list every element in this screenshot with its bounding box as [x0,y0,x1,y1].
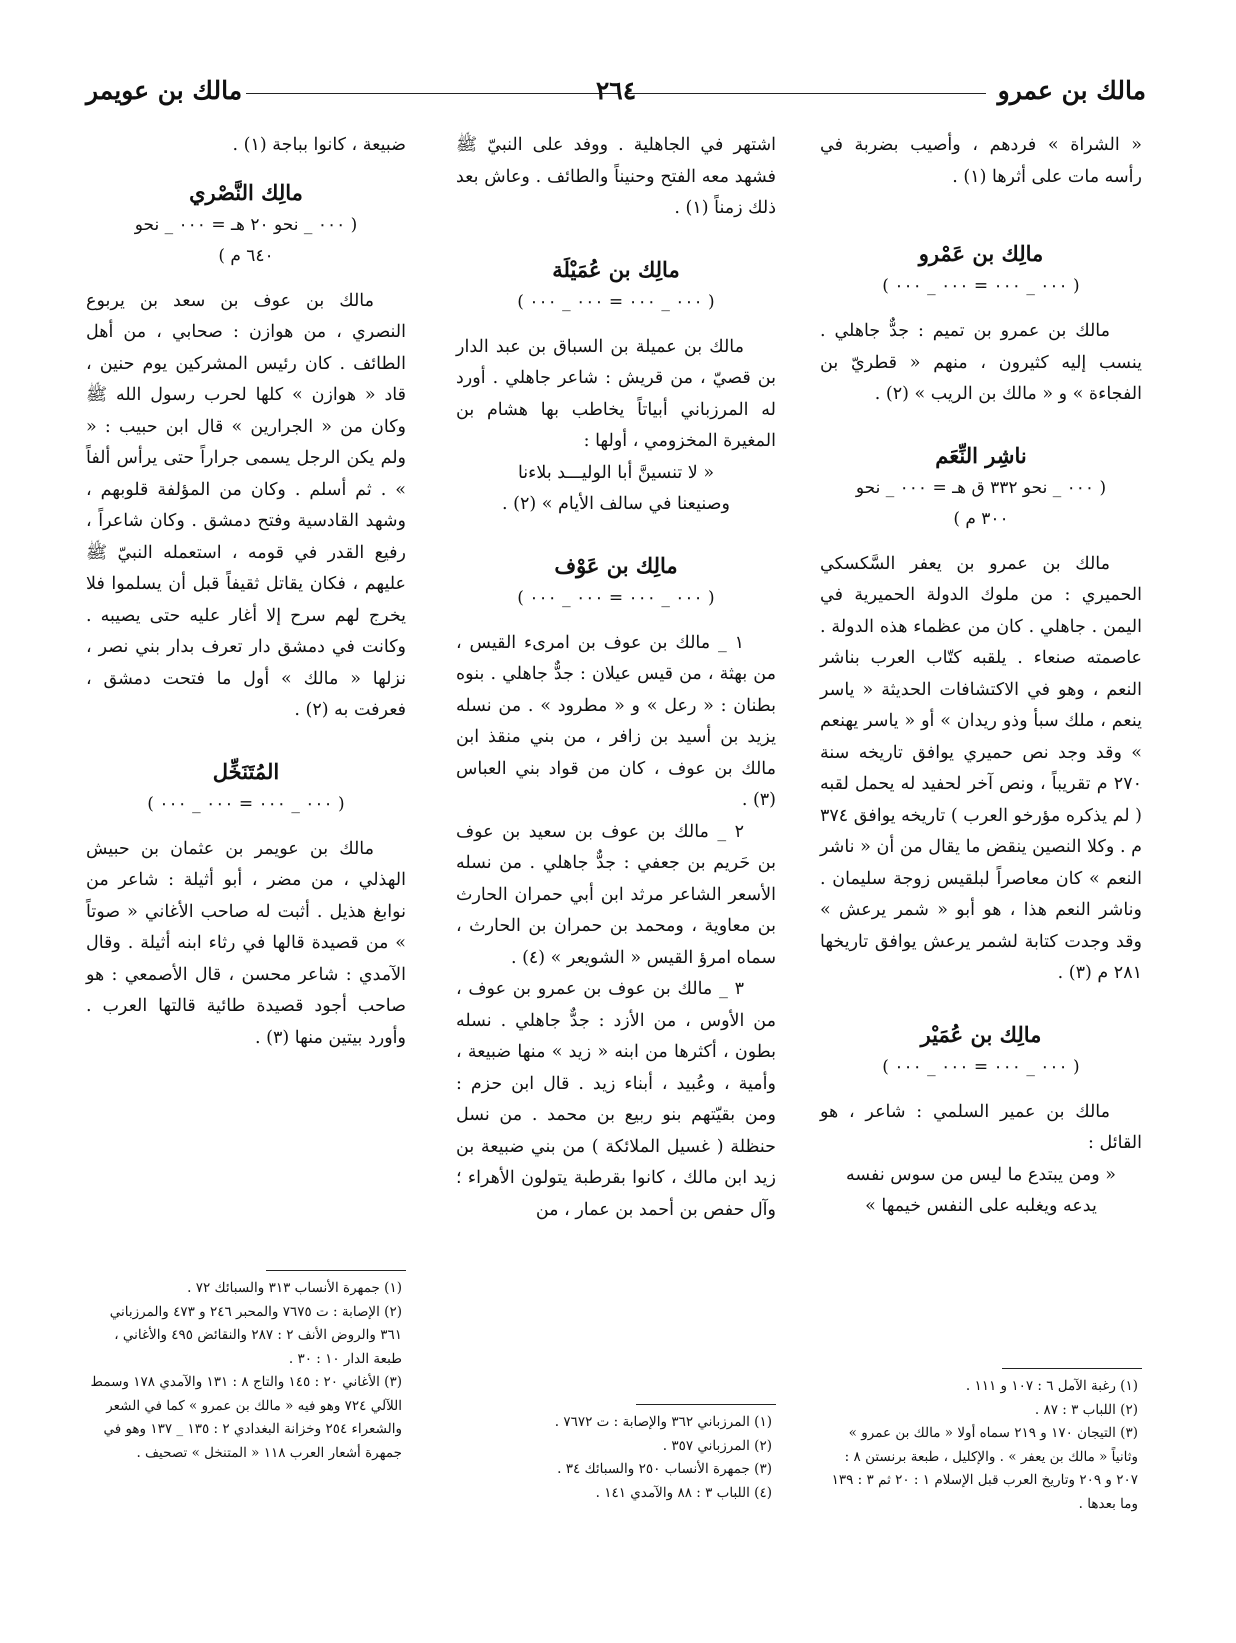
verse-line: « لا تنسينَّ أبا الوليـــد بلاءنا [517,462,715,483]
entry-dates: ( ٠٠٠ _ ٠٠٠ = ٠٠٠ _ ٠٠٠ ) [882,1056,1080,1077]
carryover-text: ضبيعة ، كانوا بباجة (١) . [232,135,406,155]
numbered-item: ٣ _ مالك بن عوف بن عمرو بن عوف ، من الأوس ، من الأزد : جدٌّ جاهلي . نسله بطون ، أكثرها من ابنه « زيد » منها ضبيعة ، وأمية ، وعُبيد ، أبناء زيد . قال ابن حزم : ومن بقيّتهم بنو ربيع بن محمد . من نسل حنظلة ( غسيل الملائكة ) من بني ضبيعة بن زيد ابن مالك ، كانوا بقرطبة يتولون الأهراء ؛ وآل حفص بن أحمد بن عمار ، من [456,979,776,1220]
entry-body: مالك بن عوف بن سعد بن يربوع النصري ، من هوازن : صحابي ، من أهل الطائف . كان رئيس المشركين يوم حنين ، قاد « هوازن » كلها لحرب رسول الله ﷺ وكان من « الجرارين » قال ابن حبيب : « ولم يكن الرجل يسمى جراراً حتى يرأس ألفاً » . ثم أسلم . وكان من المؤلفة قلوبهم ، وشهد القادسية وفتح دمشق . وكان شاعراً ، رفيع القدر في قومه ، استعمله النبيّ ﷺ عليهم ، فكان يقاتل ثقيفاً قبل أن يسلموا فلا يخرج لهم سرح إلا أغار عليه حتى يصيبه . وكانت في دمشق دار تعرف بدار بني نصر ، نزلها « مالك » أول ما فتحت دمشق ، فعرفت به (٢) . [86,290,406,720]
entry-title: مالِك بن عَمْرو [918,241,1044,266]
verse-line: « ومن يبتدع ما ليس من سوس نفسه [846,1164,1116,1185]
running-head-left-title: مالك بن عويمر [86,76,243,105]
entry-body: مالك بن عمرو بن تميم : جدٌّ جاهلي . ينسب إليه كثيرون ، منهم « قطريّ بن الفجاءة » و « مالك بن الريب » (٢) . [820,321,1142,404]
entry-dates: ( ٠٠٠ _ نحو ٢٠ هـ = ٠٠٠ _ نحو [134,214,358,235]
page-number: ٢٦٤ [595,76,637,105]
numbered-item: ١ _ مالك بن عوف بن امرىء القيس ، من بهثة ، من قيس عيلان : جدٌّ جاهلي . بنوه بطنان : « رعل » و « مطرود » . من نسله يزيد بن أسيد بن زافر ، من بني منقذ ابن مالك بن عوف ، كان من قواد بني العباس (٣) . [456,632,776,810]
entry-body: مالك بن عمرو بن يعفر السَّكسكي الحميري : من ملوك الدولة الحميرية في اليمن . جاهلي . كان من عظماء هذه الدولة . عاصمته صنعاء . يلقبه كتّاب العرب بناشر النعم ، وهو في الاكتشافات الحديثة « ياسر ينعم ، ملك سبأ وذو ريدان » أو « ياسر يهنعم » وقد وجد نص حميري يوافق تاريخه سنة ٢٧٠ م تقريباً ، ونص آخر لحفيد له يحمل لقبه ( لم يذكره مؤرخو العرب ) تاريخه يوافق ٣٧٤ م . وكلا النصين ينقض ما يقال من أن « ناشر النعم » كان معاصراً لبلقيس زوجة سليمان . وناشر النعم هذا ، هو أبو « شمر يرعش » وقد وجدت كتابة لشمر يرعش يوافق تاريخها ٢٨١ م (٣) . [820,553,1142,983]
entry-dates: ( ٠٠٠ _ نحو ٣٣٢ ق هـ = ٠٠٠ _ نحو [855,477,1107,498]
footnote: (٣) الأغاني ٢٠ : ١٤٥ والتاج ٨ : ١٣١ والآمدي ١٧٨ وسمط اللآلي ٧٢٤ وهو فيه « مالك بن عمرو » كما في الشعر والشعراء ٢٥٤ وخزانة البغدادي ٢ : ١٣٥ _ ١٣٧ وهو في جمهرة أشعار العرب ١١٨ « المتنخل » تصحيف . [90,1374,402,1461]
footnote: (١) جمهرة الأنساب ٣١٣ والسبائك ٧٢ . [187,1280,402,1296]
entry-title: مالِك بن عُمَيْلَة [552,256,680,282]
entry-dates: ( ٠٠٠ _ ٠٠٠ = ٠٠٠ _ ٠٠٠ ) [517,587,715,608]
footnotes-middle [456,1404,776,1505]
running-head-right-title: مالك بن عمرو [997,76,1146,105]
entry-body: مالك بن عميلة بن السباق بن عبد الدار بن قصيّ ، من قريش : شاعر جاهلي . أورد له المرزباني أبياتاً يخاطب بها هشام بن المغيرة المخزومي ، أولها : [456,336,776,451]
entry-title: مالِك بن عُمَيْر [920,1021,1042,1047]
footnotes-left [86,1270,406,1465]
footnote: (٢) المرزباني ٣٥٧ . [662,1437,772,1454]
entry-dates: ( ٠٠٠ _ ٠٠٠ = ٠٠٠ _ ٠٠٠ ) [147,793,345,814]
header-rule-right [626,93,986,94]
entry-dates-cont: ٣٠٠ م ) [953,508,1009,529]
carryover-text: اشتهر في الجاهلية . ووفد على النبيّ ﷺ فشهد معه الفتح وحنيناً والطائف . وعاش بعد ذلك زمناً (١) . [456,135,776,218]
footnote: (٣) التيجان ١٧٠ و ٢١٩ سماه أولا « مالك بن عمرو » وثانياً « مالك بن يعفر » . والإكليل ، طبعة برنستن ٨ : ٢٠٧ و ٢٠٩ وتاريخ العرب قبل الإسلام ١ : ٢٠ ثم ٣ : ١٣٩ وما بعدها . [831,1425,1138,1512]
footnote: (١) المرزباني ٣٦٢ والإصابة : ت ٧٦٧٢ . [554,1414,772,1430]
entry-dates: ( ٠٠٠ _ ٠٠٠ = ٠٠٠ _ ٠٠٠ ) [517,291,715,312]
entry-body: مالك بن عمير السلمي : شاعر ، هو القائل : [820,1101,1142,1153]
verse-line: وصنيعنا في سالف الأيام » (٢) . [502,494,730,514]
footnote: (٢) اللباب ٣ : ٨٧ . [1034,1401,1138,1418]
entry-title: مالِك بن عَوْف [554,552,678,578]
column-middle [456,130,776,1603]
entry-body: مالك بن عويمر بن عثمان بن حبيش الهذلي ، من مضر ، أبو أثيلة : شاعر من نوابغ هذيل . أثبت له صاحب الأغاني « صوتاً » من قصيدة قالها في رثاء ابنه أثيلة . وقال الآمدي : شاعر محسن ، قال الأصمعي : هو صاحب أجود قصيدة طائية قالتها العرب . وأورد بيتين منها (٣) . [86,838,406,1048]
footnote-rule [636,1404,776,1405]
footnotes-right [820,1368,1142,1516]
numbered-item: ٢ _ مالك بن عوف بن سعيد بن عوف بن حَريم بن جعفي : جدٌّ جاهلي . من نسله الأسعر الشاعر مرثد ابن أبي حمران الحارث بن معاوية ، ومحمد بن حمران بن الحارث ، سماه امرؤ القيس « الشويعر » (٤) . [456,821,776,968]
entry-title: المُتَنَخِّل [212,758,280,784]
entry-dates-cont: ٦٤٠ م ) [218,245,274,266]
running-head [86,76,1146,116]
footnote: (٤) اللباب ٣ : ٨٨ والآمدي ١٤١ . [595,1484,772,1501]
verse-line: يدعه ويغلبه على النفس خيمها » [865,1196,1097,1216]
entry-title: مالِك النَّصْري [189,179,303,205]
entry-dates: ( ٠٠٠ _ ٠٠٠ = ٠٠٠ _ ٠٠٠ ) [882,276,1080,296]
footnote: (١) رغبة الآمل ٦ : ١٠٧ و ١١١ . [965,1378,1138,1394]
footnote-rule [266,1270,406,1271]
footnote: (٣) جمهرة الأنساب ٢٥٠ والسبائك ٣٤ . [557,1461,772,1477]
header-rule-left [246,93,618,94]
footnote-rule [1002,1368,1142,1369]
footnote: (٢) الإصابة : ت ٧٦٧٥ والمحبر ٢٤٦ و ٤٧٣ والمرزباني ٣٦١ والروض الأنف ٢ : ٢٨٧ والنقائض ٤٩٥ والأغاني ، طبعة الدار ١٠ : ٣٠ . [109,1303,402,1367]
entry-title: ناشِر النِّعَم [935,442,1027,468]
carryover-text: « الشراة » فردهم ، وأصيب بضربة في رأسه مات على أثرها (١) . [820,135,1142,187]
